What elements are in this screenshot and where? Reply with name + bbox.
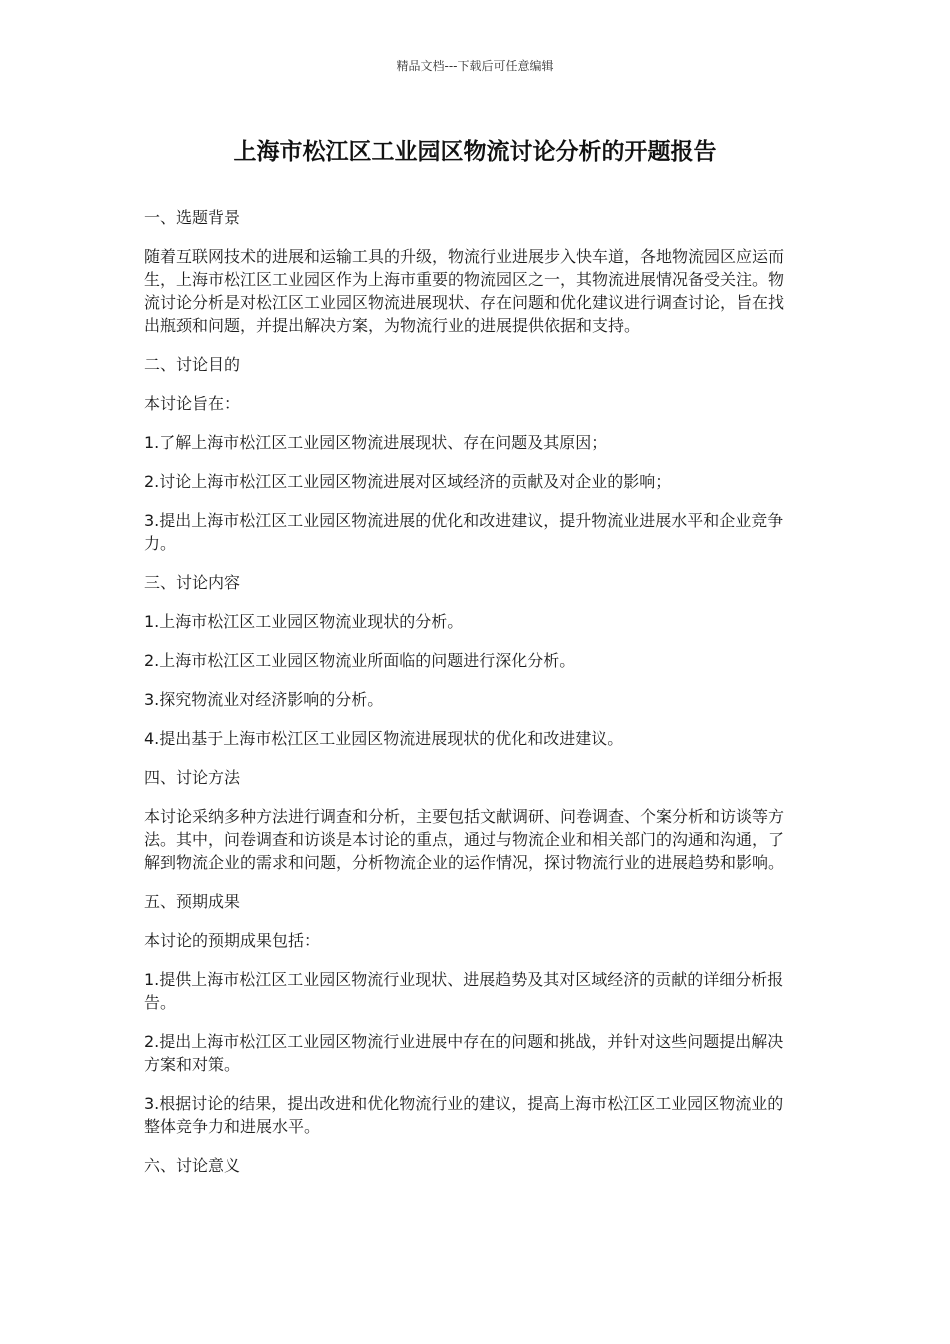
document-title: 上海市松江区工业园区物流讨论分析的开题报告 — [233, 139, 717, 165]
list-item-purpose-1: 1.了解上海市松江区工业园区物流进展现状、存在问题及其原因； — [144, 433, 608, 452]
list-item-purpose-3: 3.提出上海市松江区工业园区物流进展的优化和改进建议，提升物流业进展水平和企业竞争力。 — [144, 511, 784, 553]
list-item-outcome-1: 1.提供上海市松江区工业园区物流行业现状、进展趋势及其对区域经济的贡献的详细分析报告。 — [144, 970, 784, 1012]
list-item-outcome-2: 2.提出上海市松江区工业园区物流行业进展中存在的问题和挑战，并针对这些问题提出解决方案和对策。 — [144, 1032, 784, 1074]
list-item-content-2: 2.上海市松江区工业园区物流业所面临的问题进行深化分析。 — [144, 651, 576, 670]
section-heading-purpose: 二、讨论目的 — [144, 355, 241, 374]
section-heading-method: 四、讨论方法 — [144, 768, 241, 787]
paragraph-outcomes-intro: 本讨论的预期成果包括： — [144, 931, 321, 950]
section-heading-content: 三、讨论内容 — [144, 573, 241, 592]
paragraph-method: 本讨论采纳多种方法进行调查和分析，主要包括文献调研、问卷调查、个案分析和访谈等方法。其中，问卷调查和访谈是本讨论的重点，通过与物流企业和相关部门的沟通和沟通，了解到物流企业的需求和问题，分析物流企业的运作情况，探讨物流行业的进展趋势和影响。 — [144, 807, 785, 872]
section-heading-outcomes: 五、预期成果 — [144, 892, 241, 911]
section-heading-background: 一、选题背景 — [144, 208, 241, 227]
document-body — [144, 206, 796, 1193]
list-item-content-4: 4.提出基于上海市松江区工业园区物流进展现状的优化和改进建议。 — [144, 729, 624, 748]
list-item-purpose-2: 2.讨论上海市松江区工业园区物流进展对区域经济的贡献及对企业的影响； — [144, 472, 672, 491]
paragraph-background: 随着互联网技术的进展和运输工具的升级，物流行业进展步入快车道，各地物流园区应运而生，上海市松江区工业园区作为上海市重要的物流园区之一，其物流进展情况备受关注。物流讨论分析是对松江区工业园区物流进展现状、存在问题和优化建议进行调查讨论，旨在找出瓶颈和问题，并提出解决方案，为物流行业的进展提供依据和支持。 — [144, 247, 785, 335]
list-item-content-3: 3.探究物流业对经济影响的分析。 — [144, 690, 384, 709]
list-item-content-1: 1.上海市松江区工业园区物流业现状的分析。 — [144, 612, 464, 631]
page-header: 精品文档---下载后可任意编辑 — [396, 59, 554, 73]
list-item-outcome-3: 3.根据讨论的结果，提出改进和优化物流行业的建议，提高上海市松江区工业园区物流业的整体竞争力和进展水平。 — [144, 1094, 784, 1136]
paragraph-purpose-intro: 本讨论旨在： — [144, 394, 241, 413]
section-heading-significance: 六、讨论意义 — [144, 1156, 241, 1175]
